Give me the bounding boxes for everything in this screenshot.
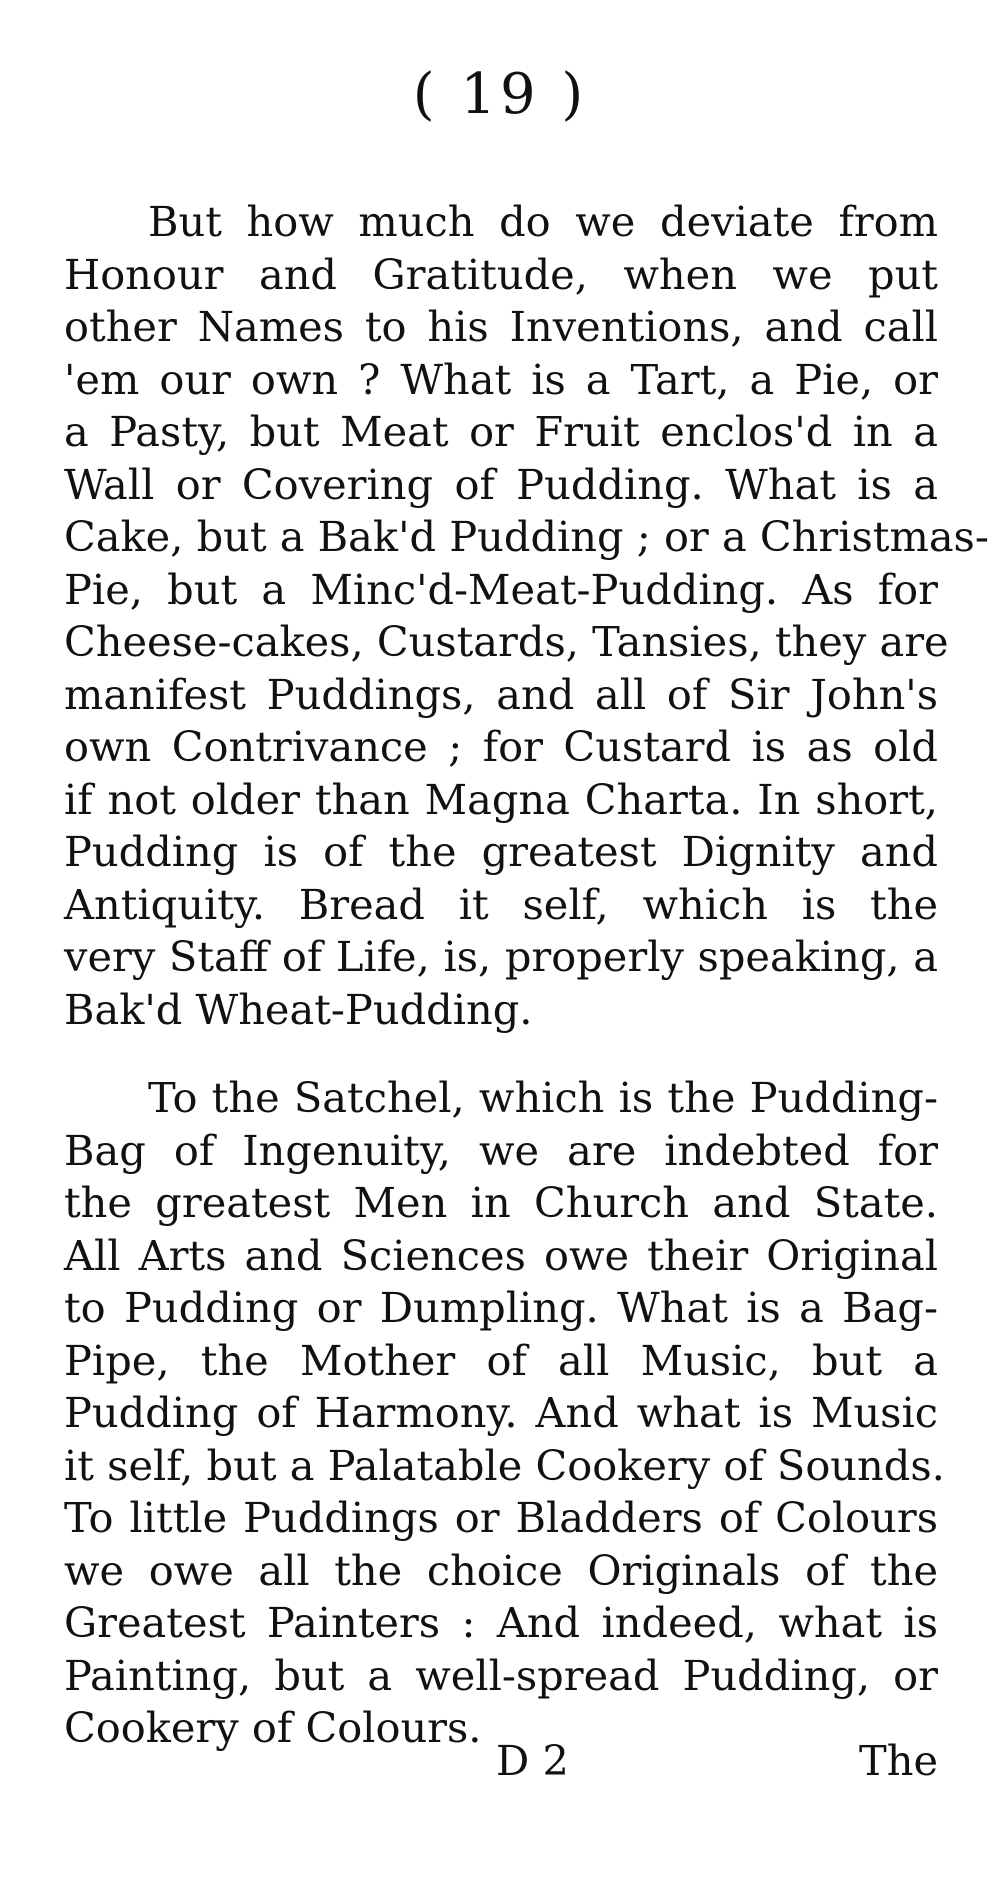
paragraph-line: if not older than Magna Charta. In short, xyxy=(64,774,938,824)
paragraph-line: Antiquity. Bread it self, which is the xyxy=(64,879,938,929)
paragraph-line: To the Satchel, which is the Pudding- xyxy=(148,1073,938,1122)
paragraph-line: Bag of Ingenuity, we are indebted for xyxy=(64,1125,938,1175)
signature-mark: D 2 xyxy=(496,1736,569,1785)
paragraph-line: other Names to his Inventions, and call xyxy=(64,302,938,351)
paragraph-line: we owe all the choice Originals of the xyxy=(64,1545,938,1595)
paragraph-line: Wall or Covering of Pudding. What is a xyxy=(64,459,938,509)
paragraph-line: 'em our own ? What is a Tart, a Pie, or xyxy=(64,354,938,404)
paragraph-line: Pipe, the Mother of all Music, but a xyxy=(64,1335,938,1385)
paragraph-1 xyxy=(64,196,989,1036)
paragraph-line: Cheese-cakes, Custards, Tansies, they are xyxy=(64,617,949,666)
paragraph-line: To little Puddings or Bladders of Colours xyxy=(64,1493,938,1542)
page-number: ( 19 ) xyxy=(412,62,588,127)
paragraph-line: it self, but a Palatable Cookery of Sounds. xyxy=(64,1440,945,1490)
catchword: The xyxy=(859,1736,938,1785)
paragraph-line: own Contrivance ; for Custard is as old xyxy=(64,722,938,771)
paragraph-line: All Arts and Sciences owe their Original xyxy=(64,1230,938,1280)
paragraph-line: Painting, but a well-spread Pudding, or xyxy=(64,1650,938,1700)
paragraph-line: But how much do we deviate from xyxy=(148,197,938,246)
paragraph-2 xyxy=(64,1072,945,1755)
paragraph-line: a Pasty, but Meat or Fruit enclos'd in a xyxy=(64,407,938,456)
paragraph-line: Pie, but a Minc'd-Meat-Pudding. As for xyxy=(64,564,938,614)
paragraph-line: Pudding of Harmony. And what is Music xyxy=(64,1388,938,1437)
paragraph-line: Cookery of Colours. xyxy=(64,1703,482,1752)
paragraph-line: Pudding is of the greatest Dignity and xyxy=(64,827,938,876)
paragraph-line: Honour and Gratitude, when we put xyxy=(64,249,938,299)
paragraph-line: manifest Puddings, and all of Sir John's xyxy=(64,669,938,719)
paragraph-line: Cake, but a Bak'd Pudding ; or a Christmas- xyxy=(64,512,989,561)
page-footer xyxy=(0,1736,1000,1796)
paragraph-line: the greatest Men in Church and State. xyxy=(64,1178,938,1227)
paragraph-line: Greatest Painters : And indeed, what is xyxy=(64,1598,938,1647)
paragraph-line: very Staff of Life, is, properly speaking, a xyxy=(64,932,938,981)
paragraph-line: to Pudding or Dumpling. What is a Bag- xyxy=(64,1283,938,1332)
paragraph-line: Bak'd Wheat-Pudding. xyxy=(64,984,533,1034)
